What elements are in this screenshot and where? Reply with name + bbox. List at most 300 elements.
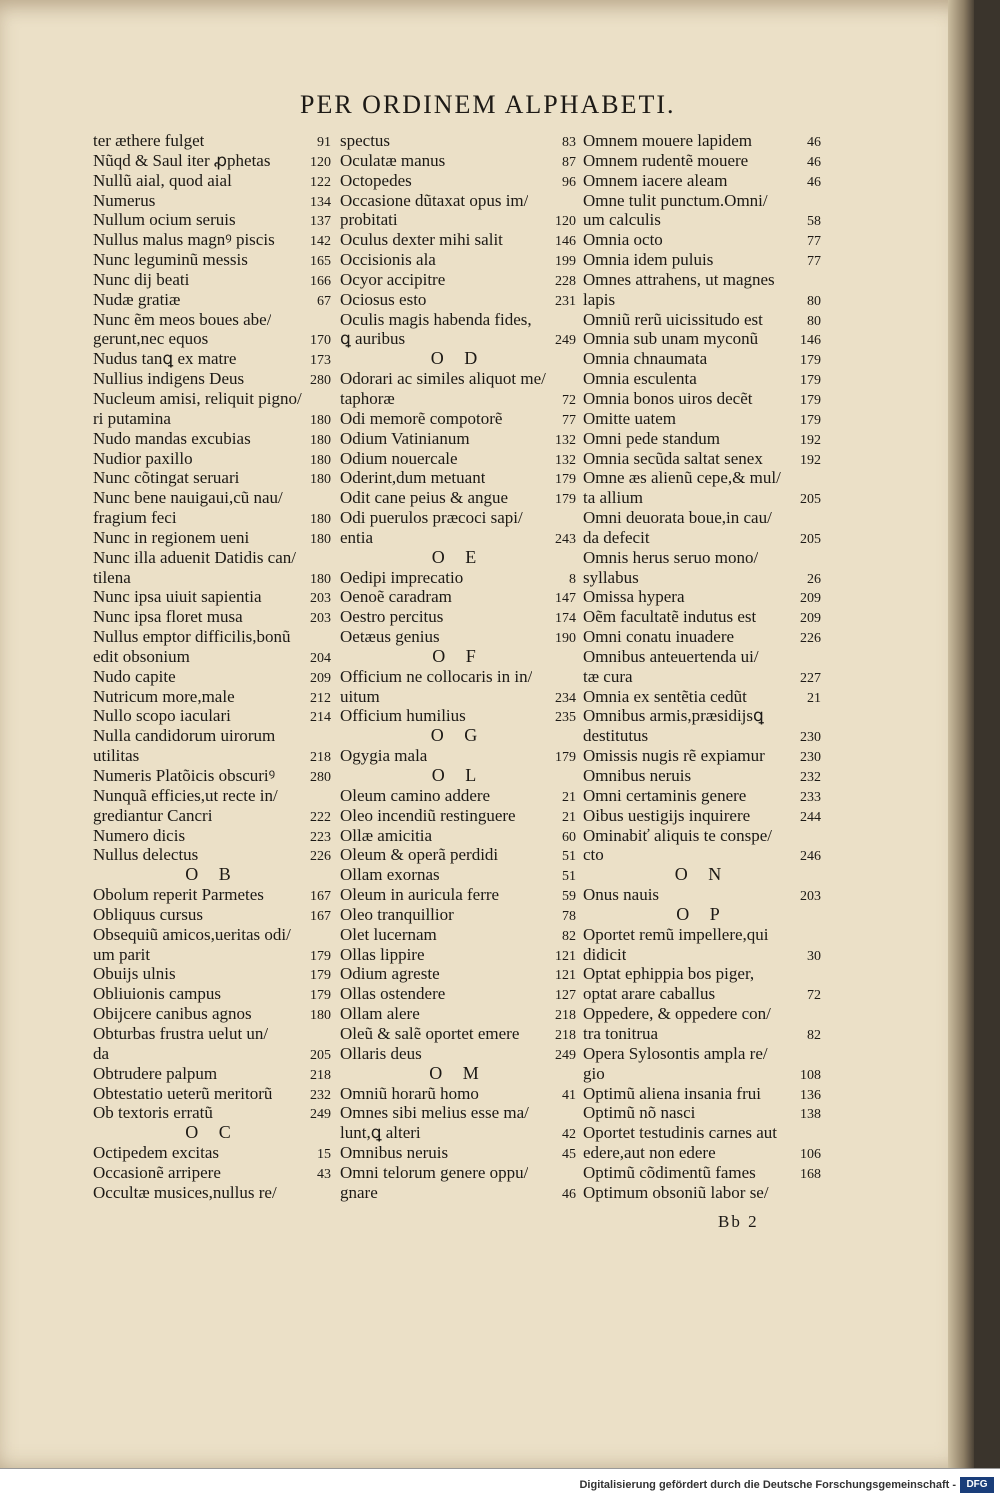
entry-text: entia xyxy=(340,527,374,547)
entry-text: cto xyxy=(583,845,604,865)
entry-page-number: 166 xyxy=(310,273,331,289)
entry-page-number: 136 xyxy=(800,1087,821,1103)
section-heading: O G xyxy=(430,725,486,746)
entry-page-number: 180 xyxy=(310,512,331,528)
section-heading: O F xyxy=(432,645,484,666)
entry-page-number: 218 xyxy=(555,1008,576,1024)
entry-text: Numerus xyxy=(93,190,156,210)
entry-text: Omnem iacere aleam xyxy=(583,170,728,190)
entry-page-number: 45 xyxy=(562,1147,576,1163)
entry-page-number: 21 xyxy=(562,789,576,805)
entry-page-number: 243 xyxy=(555,531,576,547)
entry-page-number: 179 xyxy=(800,392,821,408)
entry-text: Obliuionis campus xyxy=(93,984,221,1004)
entry-page-number: 209 xyxy=(310,670,331,686)
section-heading: O N xyxy=(674,864,730,885)
index-entry xyxy=(340,568,576,588)
entry-text: Occisionis ala xyxy=(340,250,436,270)
entry-page-number: 59 xyxy=(562,889,576,905)
index-entry xyxy=(340,389,576,409)
entry-text: Omnia chnaumata xyxy=(583,349,708,369)
page-edge xyxy=(948,0,974,1468)
entry-page-number: 231 xyxy=(555,293,576,309)
entry-page-number: 167 xyxy=(310,889,331,905)
index-entry xyxy=(93,885,331,905)
entry-text: Obolum reperit Parmetes xyxy=(93,885,264,905)
entry-page-number: 179 xyxy=(310,968,331,984)
index-entry xyxy=(93,210,331,230)
entry-text: probitati xyxy=(340,210,398,230)
entry-page-number: 203 xyxy=(310,611,331,627)
index-entry xyxy=(93,508,331,528)
entry-page-number: 46 xyxy=(807,174,821,190)
index-entry xyxy=(93,786,331,806)
index-entry xyxy=(93,667,331,687)
entry-text: Odium agreste xyxy=(340,964,440,984)
entry-text: Octipedem excitas xyxy=(93,1143,220,1163)
index-entry xyxy=(340,270,576,290)
entry-text: taphoræ xyxy=(340,388,395,408)
entry-text: Ollæ amicitia xyxy=(340,825,433,845)
entry-text: utilitas xyxy=(93,746,140,766)
index-entry xyxy=(340,528,576,548)
entry-text: Ollas lippire xyxy=(340,944,425,964)
entry-page-number: 230 xyxy=(800,750,821,766)
entry-text: Nudo mandas excubias xyxy=(93,428,251,448)
entry-page-number: 226 xyxy=(800,631,821,647)
index-entry xyxy=(93,568,331,588)
index-entry xyxy=(93,310,331,330)
index-entry xyxy=(93,1084,331,1104)
index-entry xyxy=(340,310,576,330)
index-entry xyxy=(93,230,331,250)
index-entry xyxy=(583,587,821,607)
entry-text: Odium nouercale xyxy=(340,448,458,468)
index-entry xyxy=(583,885,821,905)
index-column-2 xyxy=(340,131,576,1203)
entry-text: Nunc leguminũ messis xyxy=(93,250,248,270)
entry-text: Optimum obsoniũ labor se/ xyxy=(583,1182,769,1202)
index-entry xyxy=(340,984,576,1004)
entry-text: lapis xyxy=(583,289,616,309)
entry-text: Odorari ac similes aliquot me/ xyxy=(340,369,546,389)
entry-text: gio xyxy=(583,1063,605,1083)
index-entry xyxy=(340,1044,576,1064)
index-entry xyxy=(583,488,821,508)
index-entry xyxy=(93,806,331,826)
entry-page-number: 46 xyxy=(807,135,821,150)
entry-text: ꝗ auribus xyxy=(340,329,406,349)
entry-text: Omni certaminis genere xyxy=(583,785,747,805)
entry-text: Odi memorẽ compotorẽ xyxy=(340,408,503,428)
index-entry xyxy=(93,528,331,548)
entry-text: gnare xyxy=(340,1182,378,1202)
index-entry xyxy=(93,171,331,191)
index-entry xyxy=(583,1123,821,1143)
entry-text: syllabus xyxy=(583,567,639,587)
entry-page-number: 214 xyxy=(310,710,331,726)
index-entry xyxy=(93,270,331,290)
index-entry xyxy=(340,826,576,846)
entry-text: Omnia bonos uiros decẽt xyxy=(583,388,753,408)
entry-page-number: 179 xyxy=(555,750,576,766)
entry-text: Obliquus cursus xyxy=(93,904,204,924)
section-heading: O D xyxy=(430,348,486,369)
index-entry xyxy=(583,468,821,488)
index-entry xyxy=(93,1183,331,1203)
entry-page-number: 82 xyxy=(562,928,576,944)
entry-page-number: 82 xyxy=(807,1027,821,1043)
index-entry xyxy=(93,488,331,508)
entry-text: ri putamina xyxy=(93,408,171,428)
entry-page-number: 205 xyxy=(310,1047,331,1063)
entry-page-number: 226 xyxy=(310,849,331,865)
index-entry xyxy=(93,191,331,211)
index-entry xyxy=(583,826,821,846)
index-entry xyxy=(583,508,821,528)
entry-page-number: 209 xyxy=(800,611,821,627)
index-entry xyxy=(93,250,331,270)
entry-text: Nullum ocium seruis xyxy=(93,210,236,230)
index-entry xyxy=(583,568,821,588)
entry-page-number: 30 xyxy=(807,948,821,964)
index-entry xyxy=(93,449,331,469)
entry-text: Nunc cõtingat seruari xyxy=(93,468,240,488)
index-entry xyxy=(340,945,576,965)
entry-text: Officium humilius xyxy=(340,706,466,726)
index-entry xyxy=(93,826,331,846)
index-entry xyxy=(93,548,331,568)
index-entry xyxy=(583,766,821,786)
entry-text: Nunc illa aduenit Datidis can/ xyxy=(93,547,296,567)
entry-text: Ociosus esto xyxy=(340,289,427,309)
signature-mark: Bb 2 xyxy=(718,1212,759,1231)
index-entry xyxy=(93,925,331,945)
entry-page-number: 120 xyxy=(310,154,331,170)
entry-text: Omnia secũda saltat senex xyxy=(583,448,763,468)
entry-text: Omnis herus seruo mono/ xyxy=(583,547,759,567)
entry-text: Opera Sylosontis ampla re/ xyxy=(583,1043,768,1063)
entry-page-number: 58 xyxy=(807,214,821,230)
index-column-1 xyxy=(93,131,331,1203)
entry-text: Occasionẽ arripere xyxy=(93,1162,221,1182)
entry-page-number: 230 xyxy=(800,730,821,746)
index-entry xyxy=(583,429,821,449)
section-heading: O E xyxy=(431,546,485,567)
entry-text: Omni pede standum xyxy=(583,428,720,448)
index-entry xyxy=(340,1143,576,1163)
entry-text: Omnibus anteuertenda ui/ xyxy=(583,646,759,666)
entry-page-number: 137 xyxy=(310,214,331,230)
entry-page-number: 180 xyxy=(310,452,331,468)
index-entry xyxy=(93,151,331,171)
entry-page-number: 120 xyxy=(555,214,576,230)
entry-text: da defecit xyxy=(583,527,650,547)
entry-text: Omne tulit punctum.Omni/ xyxy=(583,190,768,210)
index-entry xyxy=(93,845,331,865)
entry-text: Odi puerulos præcoci sapi/ xyxy=(340,508,523,528)
entry-page-number: 60 xyxy=(562,829,576,845)
section-heading: O B xyxy=(185,864,239,885)
entry-text: didicit xyxy=(583,944,627,964)
entry-page-number: 77 xyxy=(807,254,821,270)
entry-page-number: 204 xyxy=(310,650,331,666)
entry-text: Omitte uatem xyxy=(583,408,677,428)
index-entry xyxy=(93,1024,331,1044)
entry-page-number: 146 xyxy=(555,234,576,250)
entry-text: Nunc in regionem ueni xyxy=(93,527,250,547)
entry-text: Omni conatu inuadere xyxy=(583,627,735,647)
index-entry xyxy=(583,746,821,766)
entry-text: Officium ne collocaris in in/ xyxy=(340,666,533,686)
index-entry xyxy=(583,290,821,310)
entry-text: Oleũ & salẽ oportet emere xyxy=(340,1023,520,1043)
index-entry xyxy=(93,945,331,965)
index-entry xyxy=(583,1084,821,1104)
entry-page-number: 122 xyxy=(310,174,331,190)
entry-text: Omnibus armis,præsidijsꝗ xyxy=(583,706,764,726)
section-heading: O L xyxy=(431,765,485,785)
entry-page-number: 106 xyxy=(800,1147,821,1163)
index-entry xyxy=(583,607,821,627)
entry-text: Omnibus neruis xyxy=(583,766,692,785)
index-entry xyxy=(583,627,821,647)
entry-text: Nutricum more,male xyxy=(93,686,235,706)
index-entry xyxy=(340,885,576,905)
entry-text: fragium feci xyxy=(93,508,177,528)
entry-page-number: 218 xyxy=(310,750,331,766)
index-entry xyxy=(583,945,821,965)
index-entry xyxy=(583,1004,821,1024)
entry-page-number: 83 xyxy=(562,135,576,150)
entry-text: Nudus tanꝗ ex matre xyxy=(93,349,237,369)
entry-page-number: 72 xyxy=(807,988,821,1004)
section-heading: O C xyxy=(185,1122,239,1143)
index-entry xyxy=(583,925,821,945)
entry-text: Obtrudere palpum xyxy=(93,1063,218,1083)
footer-credit: Digitalisierung gefördert durch die Deutsche Forschungsgemeinschaft - xyxy=(579,1479,956,1491)
entry-text: ta allium xyxy=(583,488,643,508)
entry-page-number: 134 xyxy=(310,194,331,210)
entry-page-number: 232 xyxy=(800,770,821,785)
entry-page-number: 46 xyxy=(562,1186,576,1202)
entry-text: Omne æs alienũ cepe,& mul/ xyxy=(583,468,781,488)
entry-text: Nudæ gratiæ xyxy=(93,289,181,309)
index-entry xyxy=(340,508,576,528)
entry-page-number: 280 xyxy=(310,770,331,785)
entry-text: Oleo tranquillior xyxy=(340,904,454,924)
entry-page-number: 168 xyxy=(800,1166,821,1182)
entry-page-number: 227 xyxy=(800,670,821,686)
index-entry xyxy=(340,1004,576,1024)
entry-page-number: 80 xyxy=(807,313,821,329)
index-entry xyxy=(340,687,576,707)
entry-text: Oleum in auricula ferre xyxy=(340,885,500,905)
entry-text: Oleum & operã perdidi xyxy=(340,845,499,865)
entry-text: Ominabiť aliquis te conspe/ xyxy=(583,825,773,845)
index-entry xyxy=(93,964,331,984)
entry-page-number: 192 xyxy=(800,452,821,468)
entry-text: Omnibus neruis xyxy=(340,1143,449,1163)
index-entry xyxy=(93,687,331,707)
index-entry xyxy=(583,1064,821,1084)
entry-page-number: 180 xyxy=(310,412,331,428)
section-heading: O P xyxy=(676,903,728,924)
entry-page-number: 280 xyxy=(310,373,331,389)
entry-page-number: 249 xyxy=(555,1047,576,1063)
entry-text: Oibus uestigijs inquirere xyxy=(583,805,751,825)
index-entry xyxy=(583,369,821,389)
entry-text: Obuijs ulnis xyxy=(93,964,176,984)
entry-page-number: 165 xyxy=(310,254,331,270)
index-entry xyxy=(583,349,821,369)
entry-page-number: 121 xyxy=(555,968,576,984)
entry-text: Omniũ rerũ uicissitudo est xyxy=(583,309,763,329)
index-entry xyxy=(93,349,331,369)
entry-text: edere,aut non edere xyxy=(583,1143,716,1163)
index-entry xyxy=(93,984,331,1004)
index-entry xyxy=(583,647,821,667)
entry-text: Omni telorum genere oppu/ xyxy=(340,1162,529,1182)
index-entry xyxy=(340,230,576,250)
entry-page-number: 26 xyxy=(807,571,821,587)
entry-text: Olet lucernam xyxy=(340,924,437,944)
entry-text: Oppedere, & oppedere con/ xyxy=(583,1004,771,1024)
index-entry xyxy=(93,627,331,647)
entry-page-number: 77 xyxy=(562,412,576,428)
entry-text: Omnia sub unam myconũ xyxy=(583,329,759,349)
entry-text: Ollam exornas xyxy=(340,865,440,885)
index-entry xyxy=(93,290,331,310)
entry-page-number: 180 xyxy=(310,1008,331,1024)
index-entry xyxy=(93,647,331,667)
entry-text: Ollam alere xyxy=(340,1004,420,1024)
entry-text: Nullus delectus xyxy=(93,845,199,865)
index-entry xyxy=(340,746,576,766)
index-entry xyxy=(93,131,331,151)
index-entry xyxy=(93,369,331,389)
entry-text: Nudior paxillo xyxy=(93,448,193,468)
entry-text: um calculis xyxy=(583,210,661,230)
index-entry xyxy=(583,409,821,429)
entry-text: Omnia ex sentẽtia cedũt xyxy=(583,686,747,706)
entry-text: Nullus malus magnꝰ piscis xyxy=(93,230,275,250)
index-entry xyxy=(340,468,576,488)
index-entry xyxy=(583,310,821,330)
entry-page-number: 78 xyxy=(562,908,576,924)
entry-text: Optimũ nõ nasci xyxy=(583,1103,696,1123)
entry-page-number: 180 xyxy=(310,531,331,547)
entry-text: Omissis nugis rẽ expiamur xyxy=(583,746,765,766)
index-entry xyxy=(93,1103,331,1123)
entry-page-number: 232 xyxy=(310,1087,331,1103)
index-entry xyxy=(93,1143,331,1163)
entry-page-number: 218 xyxy=(555,1027,576,1043)
index-entry xyxy=(340,191,576,211)
entry-page-number: 121 xyxy=(555,948,576,964)
entry-page-number: 146 xyxy=(800,333,821,349)
index-entry xyxy=(583,151,821,171)
entry-page-number: 228 xyxy=(555,273,576,289)
entry-text: Oportet remũ impellere,qui xyxy=(583,924,769,944)
index-entry xyxy=(340,250,576,270)
entry-text: Nunc ẽm meos boues abe/ xyxy=(93,309,272,329)
entry-page-number: 8 xyxy=(569,571,576,587)
index-entry xyxy=(93,726,331,746)
entry-text: Oẽm facultatẽ indutus est xyxy=(583,607,757,627)
entry-text: Omniũ horarũ homo xyxy=(340,1083,479,1103)
index-entry xyxy=(93,1044,331,1064)
entry-page-number: 147 xyxy=(555,591,576,607)
entry-page-number: 199 xyxy=(555,254,576,270)
entry-text: lunt,ꝗ alteri xyxy=(340,1123,421,1143)
entry-text: Omnia esculenta xyxy=(583,369,697,389)
page-header: PER ORDINEM ALPHABETI. xyxy=(300,90,676,119)
index-entry xyxy=(583,1044,821,1064)
entry-page-number: 249 xyxy=(555,333,576,349)
index-entry xyxy=(93,766,331,786)
entry-text: Ob textoris erratũ xyxy=(93,1103,213,1123)
entry-page-number: 190 xyxy=(555,631,576,647)
entry-page-number: 235 xyxy=(555,710,576,726)
entry-text: uitum xyxy=(340,686,380,706)
index-entry xyxy=(340,429,576,449)
entry-text: tilena xyxy=(93,567,131,587)
index-entry xyxy=(340,905,576,925)
index-entry xyxy=(583,131,821,151)
entry-page-number: 132 xyxy=(555,452,576,468)
entry-text: tæ cura xyxy=(583,666,633,686)
entry-page-number: 180 xyxy=(310,432,331,448)
entry-page-number: 234 xyxy=(555,690,576,706)
entry-text: Nulla candidorum uirorum xyxy=(93,726,276,746)
entry-page-number: 180 xyxy=(310,571,331,587)
entry-page-number: 77 xyxy=(807,234,821,250)
entry-page-number: 233 xyxy=(800,789,821,805)
index-entry xyxy=(93,1004,331,1024)
index-entry xyxy=(583,726,821,746)
entry-text: Occasione dũtaxat opus im/ xyxy=(340,190,529,210)
entry-page-number: 132 xyxy=(555,432,576,448)
entry-text: Nullius indigens Deus xyxy=(93,369,245,389)
index-entry xyxy=(340,845,576,865)
entry-page-number: 72 xyxy=(562,392,576,408)
entry-page-number: 51 xyxy=(562,849,576,865)
index-entry xyxy=(340,1024,576,1044)
entry-page-number: 173 xyxy=(310,353,331,369)
index-entry xyxy=(583,984,821,1004)
index-entry xyxy=(340,865,576,885)
entry-page-number: 96 xyxy=(562,174,576,190)
index-entry xyxy=(93,409,331,429)
entry-page-number: 218 xyxy=(310,1067,331,1083)
entry-page-number: 179 xyxy=(310,948,331,964)
entry-text: Oedipi imprecatio xyxy=(340,567,464,587)
index-entry xyxy=(340,806,576,826)
index-entry xyxy=(583,548,821,568)
entry-text: Nunquã efficies,ut recte in/ xyxy=(93,785,278,805)
entry-text: Obijcere canibus agnos xyxy=(93,1004,252,1024)
entry-page-number: 41 xyxy=(562,1087,576,1103)
index-entry xyxy=(583,250,821,270)
entry-text: tra tonitrua xyxy=(583,1023,659,1043)
index-entry xyxy=(340,449,576,469)
index-entry xyxy=(340,607,576,627)
index-entry xyxy=(583,1024,821,1044)
entry-text: grediantur Cancri xyxy=(93,805,213,825)
index-entry xyxy=(340,1163,576,1183)
entry-text: Optimũ cõdimentũ fames xyxy=(583,1162,756,1182)
